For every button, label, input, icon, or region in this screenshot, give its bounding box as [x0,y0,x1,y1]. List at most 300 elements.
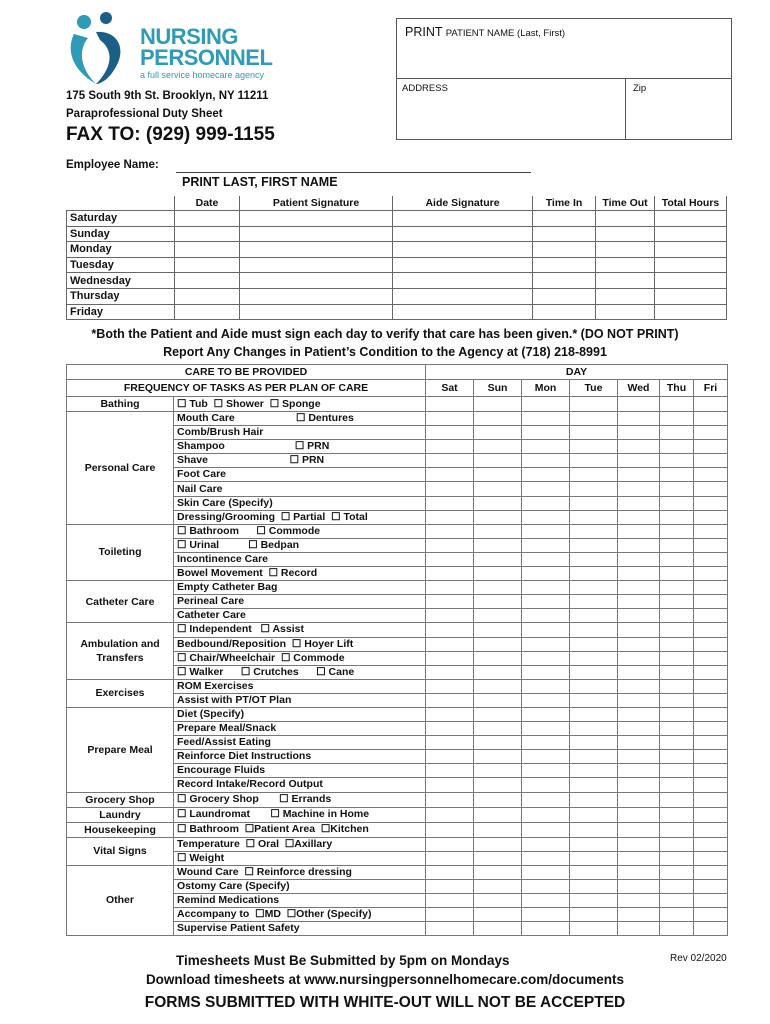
task-day-cell[interactable] [570,893,618,907]
task-day-cell[interactable] [660,397,694,412]
task-day-cell[interactable] [618,397,660,412]
task-day-cell[interactable] [570,426,618,440]
task-day-cell[interactable] [694,837,728,851]
task-day-cell[interactable] [426,750,474,764]
task-day-cell[interactable] [522,764,570,778]
task-day-cell[interactable] [426,482,474,496]
task-day-cell[interactable] [522,538,570,552]
task-day-cell[interactable] [618,609,660,623]
aide-signature-cell[interactable] [393,226,533,242]
task-day-cell[interactable] [660,482,694,496]
task-day-cell[interactable] [522,454,570,468]
task-day-cell[interactable] [570,581,618,595]
task-day-cell[interactable] [522,822,570,837]
task-day-cell[interactable] [618,637,660,651]
task-day-cell[interactable] [660,510,694,524]
aide-signature-cell[interactable] [393,304,533,320]
date-cell[interactable] [175,304,240,320]
task-day-cell[interactable] [694,865,728,879]
task-day-cell[interactable] [522,609,570,623]
task-day-cell[interactable] [426,510,474,524]
task-day-cell[interactable] [474,581,522,595]
task-day-cell[interactable] [660,468,694,482]
task-day-cell[interactable] [426,595,474,609]
task-day-cell[interactable] [570,922,618,936]
task-day-cell[interactable] [694,750,728,764]
task-day-cell[interactable] [570,595,618,609]
task-day-cell[interactable] [426,454,474,468]
task-day-cell[interactable] [694,736,728,750]
total-hours-cell[interactable] [655,211,727,227]
task-day-cell[interactable] [694,468,728,482]
time-in-cell[interactable] [533,304,596,320]
task-day-cell[interactable] [426,792,474,807]
task-day-cell[interactable] [618,851,660,865]
task-day-cell[interactable] [694,524,728,538]
task-day-cell[interactable] [618,750,660,764]
task-day-cell[interactable] [660,552,694,566]
patient-signature-cell[interactable] [240,273,393,289]
task-day-cell[interactable] [570,822,618,837]
task-day-cell[interactable] [618,693,660,707]
task-day-cell[interactable] [426,609,474,623]
task-day-cell[interactable] [522,722,570,736]
task-day-cell[interactable] [660,851,694,865]
task-day-cell[interactable] [474,538,522,552]
total-hours-cell[interactable] [655,288,727,304]
task-day-cell[interactable] [694,412,728,426]
patient-signature-cell[interactable] [240,288,393,304]
task-day-cell[interactable] [570,736,618,750]
task-day-cell[interactable] [694,552,728,566]
task-day-cell[interactable] [474,524,522,538]
task-day-cell[interactable] [570,567,618,581]
task-day-cell[interactable] [474,792,522,807]
task-day-cell[interactable] [660,707,694,721]
task-day-cell[interactable] [474,764,522,778]
task-day-cell[interactable] [694,510,728,524]
task-day-cell[interactable] [474,693,522,707]
task-day-cell[interactable] [618,722,660,736]
total-hours-cell[interactable] [655,226,727,242]
task-day-cell[interactable] [618,426,660,440]
task-day-cell[interactable] [694,538,728,552]
task-day-cell[interactable] [474,567,522,581]
task-day-cell[interactable] [474,851,522,865]
task-day-cell[interactable] [474,736,522,750]
task-day-cell[interactable] [694,893,728,907]
task-day-cell[interactable] [522,807,570,822]
task-day-cell[interactable] [426,637,474,651]
task-day-cell[interactable] [474,865,522,879]
task-day-cell[interactable] [570,764,618,778]
task-day-cell[interactable] [618,524,660,538]
task-day-cell[interactable] [660,567,694,581]
task-day-cell[interactable] [426,837,474,851]
task-day-cell[interactable] [570,482,618,496]
task-day-cell[interactable] [570,707,618,721]
task-day-cell[interactable] [618,538,660,552]
task-day-cell[interactable] [522,496,570,510]
task-day-cell[interactable] [660,778,694,792]
patient-signature-cell[interactable] [240,226,393,242]
task-day-cell[interactable] [694,922,728,936]
task-day-cell[interactable] [522,426,570,440]
task-day-cell[interactable] [522,865,570,879]
task-day-cell[interactable] [660,693,694,707]
total-hours-cell[interactable] [655,304,727,320]
task-day-cell[interactable] [522,524,570,538]
task-day-cell[interactable] [660,440,694,454]
date-cell[interactable] [175,257,240,273]
task-day-cell[interactable] [474,412,522,426]
task-day-cell[interactable] [694,426,728,440]
task-day-cell[interactable] [570,651,618,665]
task-day-cell[interactable] [522,879,570,893]
task-day-cell[interactable] [694,609,728,623]
task-day-cell[interactable] [660,412,694,426]
task-day-cell[interactable] [570,609,618,623]
task-day-cell[interactable] [522,792,570,807]
task-day-cell[interactable] [522,922,570,936]
task-day-cell[interactable] [660,651,694,665]
task-day-cell[interactable] [660,454,694,468]
time-in-cell[interactable] [533,257,596,273]
date-cell[interactable] [175,288,240,304]
task-day-cell[interactable] [660,665,694,679]
task-day-cell[interactable] [474,778,522,792]
task-day-cell[interactable] [660,822,694,837]
total-hours-cell[interactable] [655,242,727,258]
date-cell[interactable] [175,226,240,242]
task-day-cell[interactable] [522,665,570,679]
task-day-cell[interactable] [618,893,660,907]
task-day-cell[interactable] [474,893,522,907]
patient-signature-cell[interactable] [240,242,393,258]
task-day-cell[interactable] [426,623,474,637]
task-day-cell[interactable] [694,496,728,510]
task-day-cell[interactable] [618,792,660,807]
task-day-cell[interactable] [694,637,728,651]
task-day-cell[interactable] [474,609,522,623]
task-day-cell[interactable] [660,581,694,595]
task-day-cell[interactable] [618,778,660,792]
task-day-cell[interactable] [694,397,728,412]
time-out-cell[interactable] [596,257,655,273]
task-day-cell[interactable] [618,736,660,750]
task-day-cell[interactable] [474,637,522,651]
task-day-cell[interactable] [618,679,660,693]
task-day-cell[interactable] [474,482,522,496]
task-day-cell[interactable] [522,851,570,865]
task-day-cell[interactable] [660,792,694,807]
task-day-cell[interactable] [570,397,618,412]
task-day-cell[interactable] [474,468,522,482]
task-day-cell[interactable] [570,807,618,822]
task-day-cell[interactable] [694,581,728,595]
task-day-cell[interactable] [618,581,660,595]
task-day-cell[interactable] [618,837,660,851]
task-day-cell[interactable] [522,440,570,454]
task-day-cell[interactable] [618,454,660,468]
task-day-cell[interactable] [426,538,474,552]
total-hours-cell[interactable] [655,273,727,289]
time-out-cell[interactable] [596,288,655,304]
task-day-cell[interactable] [618,482,660,496]
time-in-cell[interactable] [533,273,596,289]
time-out-cell[interactable] [596,242,655,258]
task-day-cell[interactable] [660,426,694,440]
task-day-cell[interactable] [660,524,694,538]
task-day-cell[interactable] [694,440,728,454]
task-day-cell[interactable] [618,807,660,822]
task-day-cell[interactable] [426,581,474,595]
employee-name-field[interactable] [176,172,531,173]
time-out-cell[interactable] [596,226,655,242]
task-day-cell[interactable] [474,908,522,922]
task-day-cell[interactable] [522,837,570,851]
task-day-cell[interactable] [474,440,522,454]
aide-signature-cell[interactable] [393,288,533,304]
task-day-cell[interactable] [570,722,618,736]
task-day-cell[interactable] [474,679,522,693]
task-day-cell[interactable] [570,792,618,807]
task-day-cell[interactable] [522,693,570,707]
task-day-cell[interactable] [570,879,618,893]
task-day-cell[interactable] [426,426,474,440]
task-day-cell[interactable] [426,922,474,936]
task-day-cell[interactable] [660,736,694,750]
time-out-cell[interactable] [596,211,655,227]
task-day-cell[interactable] [522,679,570,693]
task-day-cell[interactable] [694,778,728,792]
task-day-cell[interactable] [618,665,660,679]
patient-info-box[interactable] [396,18,732,140]
task-day-cell[interactable] [426,552,474,566]
task-day-cell[interactable] [660,623,694,637]
task-day-cell[interactable] [426,412,474,426]
task-day-cell[interactable] [426,693,474,707]
task-day-cell[interactable] [426,468,474,482]
task-day-cell[interactable] [426,893,474,907]
task-day-cell[interactable] [660,922,694,936]
task-day-cell[interactable] [570,623,618,637]
task-day-cell[interactable] [474,750,522,764]
task-day-cell[interactable] [570,412,618,426]
task-day-cell[interactable] [474,623,522,637]
task-day-cell[interactable] [522,482,570,496]
task-day-cell[interactable] [570,851,618,865]
task-day-cell[interactable] [570,865,618,879]
task-day-cell[interactable] [618,412,660,426]
task-day-cell[interactable] [570,496,618,510]
task-day-cell[interactable] [426,665,474,679]
task-day-cell[interactable] [694,764,728,778]
task-day-cell[interactable] [570,538,618,552]
task-day-cell[interactable] [570,454,618,468]
time-in-cell[interactable] [533,226,596,242]
task-day-cell[interactable] [474,665,522,679]
task-day-cell[interactable] [660,807,694,822]
task-day-cell[interactable] [618,595,660,609]
task-day-cell[interactable] [694,707,728,721]
aide-signature-cell[interactable] [393,273,533,289]
task-day-cell[interactable] [426,822,474,837]
task-day-cell[interactable] [570,778,618,792]
task-day-cell[interactable] [570,665,618,679]
task-day-cell[interactable] [522,736,570,750]
task-day-cell[interactable] [660,750,694,764]
task-day-cell[interactable] [618,922,660,936]
task-day-cell[interactable] [694,792,728,807]
task-day-cell[interactable] [570,908,618,922]
task-day-cell[interactable] [660,679,694,693]
task-day-cell[interactable] [426,567,474,581]
patient-signature-cell[interactable] [240,211,393,227]
task-day-cell[interactable] [474,496,522,510]
task-day-cell[interactable] [426,496,474,510]
task-day-cell[interactable] [694,482,728,496]
task-day-cell[interactable] [618,552,660,566]
task-day-cell[interactable] [660,722,694,736]
task-day-cell[interactable] [660,538,694,552]
task-day-cell[interactable] [694,595,728,609]
date-cell[interactable] [175,211,240,227]
task-day-cell[interactable] [426,807,474,822]
task-day-cell[interactable] [694,807,728,822]
task-day-cell[interactable] [426,736,474,750]
task-day-cell[interactable] [660,837,694,851]
task-day-cell[interactable] [426,851,474,865]
date-cell[interactable] [175,242,240,258]
task-day-cell[interactable] [660,496,694,510]
task-day-cell[interactable] [660,908,694,922]
task-day-cell[interactable] [474,651,522,665]
task-day-cell[interactable] [426,397,474,412]
task-day-cell[interactable] [474,454,522,468]
task-day-cell[interactable] [618,764,660,778]
task-day-cell[interactable] [570,750,618,764]
task-day-cell[interactable] [522,595,570,609]
aide-signature-cell[interactable] [393,211,533,227]
time-in-cell[interactable] [533,288,596,304]
task-day-cell[interactable] [474,807,522,822]
task-day-cell[interactable] [660,879,694,893]
date-cell[interactable] [175,273,240,289]
task-day-cell[interactable] [694,822,728,837]
task-day-cell[interactable] [694,679,728,693]
task-day-cell[interactable] [694,665,728,679]
task-day-cell[interactable] [618,822,660,837]
task-day-cell[interactable] [570,679,618,693]
task-day-cell[interactable] [660,609,694,623]
time-in-cell[interactable] [533,242,596,258]
task-day-cell[interactable] [694,454,728,468]
task-day-cell[interactable] [618,865,660,879]
task-day-cell[interactable] [474,426,522,440]
task-day-cell[interactable] [426,879,474,893]
task-day-cell[interactable] [474,922,522,936]
task-day-cell[interactable] [474,552,522,566]
task-day-cell[interactable] [570,637,618,651]
task-day-cell[interactable] [618,440,660,454]
task-day-cell[interactable] [426,722,474,736]
task-day-cell[interactable] [474,837,522,851]
task-day-cell[interactable] [570,693,618,707]
task-day-cell[interactable] [426,865,474,879]
task-day-cell[interactable] [522,510,570,524]
task-day-cell[interactable] [522,707,570,721]
task-day-cell[interactable] [618,623,660,637]
task-day-cell[interactable] [694,851,728,865]
task-day-cell[interactable] [426,440,474,454]
time-out-cell[interactable] [596,304,655,320]
task-day-cell[interactable] [660,637,694,651]
task-day-cell[interactable] [694,879,728,893]
aide-signature-cell[interactable] [393,242,533,258]
task-day-cell[interactable] [522,778,570,792]
aide-signature-cell[interactable] [393,257,533,273]
task-day-cell[interactable] [570,440,618,454]
task-day-cell[interactable] [426,707,474,721]
patient-signature-cell[interactable] [240,257,393,273]
task-day-cell[interactable] [618,567,660,581]
task-day-cell[interactable] [660,595,694,609]
task-day-cell[interactable] [522,468,570,482]
task-day-cell[interactable] [522,623,570,637]
task-day-cell[interactable] [522,893,570,907]
task-day-cell[interactable] [522,397,570,412]
task-day-cell[interactable] [474,722,522,736]
task-day-cell[interactable] [618,879,660,893]
task-day-cell[interactable] [694,722,728,736]
task-day-cell[interactable] [660,865,694,879]
task-day-cell[interactable] [694,908,728,922]
task-day-cell[interactable] [522,412,570,426]
task-day-cell[interactable] [660,893,694,907]
task-day-cell[interactable] [694,567,728,581]
task-day-cell[interactable] [618,908,660,922]
task-day-cell[interactable] [474,397,522,412]
task-day-cell[interactable] [570,552,618,566]
time-out-cell[interactable] [596,273,655,289]
task-day-cell[interactable] [618,496,660,510]
task-day-cell[interactable] [618,468,660,482]
time-in-cell[interactable] [533,211,596,227]
task-day-cell[interactable] [660,764,694,778]
task-day-cell[interactable] [618,510,660,524]
task-day-cell[interactable] [522,750,570,764]
patient-signature-cell[interactable] [240,304,393,320]
total-hours-cell[interactable] [655,257,727,273]
task-day-cell[interactable] [426,778,474,792]
task-day-cell[interactable] [570,510,618,524]
task-day-cell[interactable] [426,651,474,665]
task-day-cell[interactable] [570,524,618,538]
task-day-cell[interactable] [426,908,474,922]
task-day-cell[interactable] [522,908,570,922]
task-day-cell[interactable] [694,693,728,707]
task-day-cell[interactable] [618,707,660,721]
task-day-cell[interactable] [474,707,522,721]
task-day-cell[interactable] [522,637,570,651]
task-day-cell[interactable] [570,468,618,482]
task-day-cell[interactable] [570,837,618,851]
task-day-cell[interactable] [426,524,474,538]
task-day-cell[interactable] [426,764,474,778]
task-day-cell[interactable] [694,623,728,637]
task-day-cell[interactable] [474,879,522,893]
